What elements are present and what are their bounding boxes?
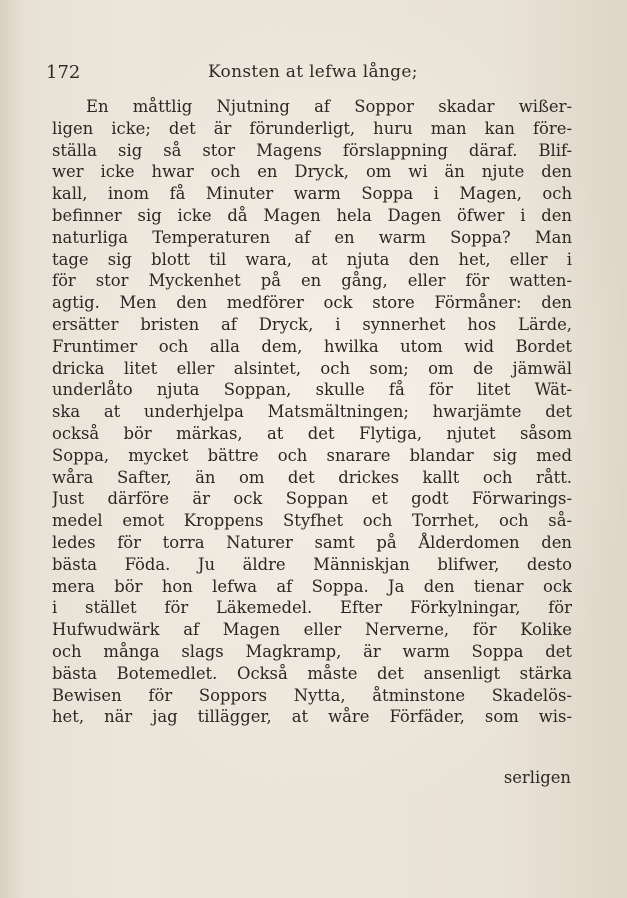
text-line: dricka litet eller alsintet, och som; om de jämwäl — [52, 358, 572, 378]
text-line: och många slags Magkramp, är warm Soppa det — [52, 641, 572, 661]
running-head: Konsten at lefwa långe; — [208, 62, 418, 82]
text-line: medel emot Kroppens Styfhet och Torrhet, och så- — [52, 511, 572, 531]
text-line: i stället för Läkemedel. Efter Förkylningar, för — [52, 598, 572, 618]
text-line: Just därföre är ock Soppan et godt Förwarings- — [52, 489, 572, 509]
text-line: Hufwudwärk af Magen eller Nerverne, för Kolike — [52, 620, 572, 640]
text-line: naturliga Temperaturen af en warm Soppa? Man — [52, 227, 572, 247]
text-line: mera bör hon lefwa af Soppa. Ja den tienar ock — [52, 576, 572, 596]
text-line: ledes för torra Naturer samt på Ålderdomen den — [52, 532, 572, 552]
body-text — [52, 96, 572, 728]
text-line: bästa Föda. Ju äldre Människjan blifwer, desto — [52, 554, 572, 574]
text-line: Soppa, mycket bättre och snarare blandar sig med — [52, 445, 572, 465]
text-line: Fruntimer och alla dem, hwilka utom wid Bordet — [52, 336, 572, 356]
text-line: het, när jag tillägger, at wåre Förfäder, som wis- — [52, 707, 572, 727]
text-line: wer icke hwar och en Dryck, om wi än njute den — [52, 162, 572, 182]
text-line: ställa sig så stor Magens förslappning däraf. Blif- — [52, 140, 572, 160]
text-line: kall, inom få Minuter warm Soppa i Magen, och — [52, 184, 572, 204]
text-line: också bör märkas, at det Flytiga, njutet såsom — [52, 423, 572, 443]
text-line: agtig. Men den medförer ock store Förmåner: den — [52, 293, 572, 313]
text-line: wåra Safter, än om det drickes kallt och rått. — [52, 467, 572, 487]
text-line: ligen icke; det är förunderligt, huru man kan före- — [52, 118, 572, 138]
text-line: Bewisen för Soppors Nytta, åtminstone Skadelös- — [52, 685, 572, 705]
page-header — [46, 62, 586, 86]
text-line: underlåto njuta Soppan, skulle få för litet Wät- — [52, 380, 572, 400]
page-number: 172 — [46, 62, 81, 83]
text-line: ersätter bristen af Dryck, i synnerhet hos Lärde, — [52, 314, 572, 334]
text-line: ska at underhjelpa Matsmältningen; hwarjämte det — [52, 402, 572, 422]
text-line: tage sig blott til wara, at njuta den het, eller i — [52, 249, 572, 269]
text-line: befinner sig icke då Magen hela Dagen öfwer i den — [52, 205, 572, 225]
catchword: serligen — [503, 768, 571, 787]
text-line: bästa Botemedlet. Också måste det ansenligt stärka — [52, 663, 572, 683]
text-line: för stor Myckenhet på en gång, eller för watten- — [52, 271, 572, 291]
text-line: En måttlig Njutning af Soppor skadar wißer- — [86, 97, 572, 116]
